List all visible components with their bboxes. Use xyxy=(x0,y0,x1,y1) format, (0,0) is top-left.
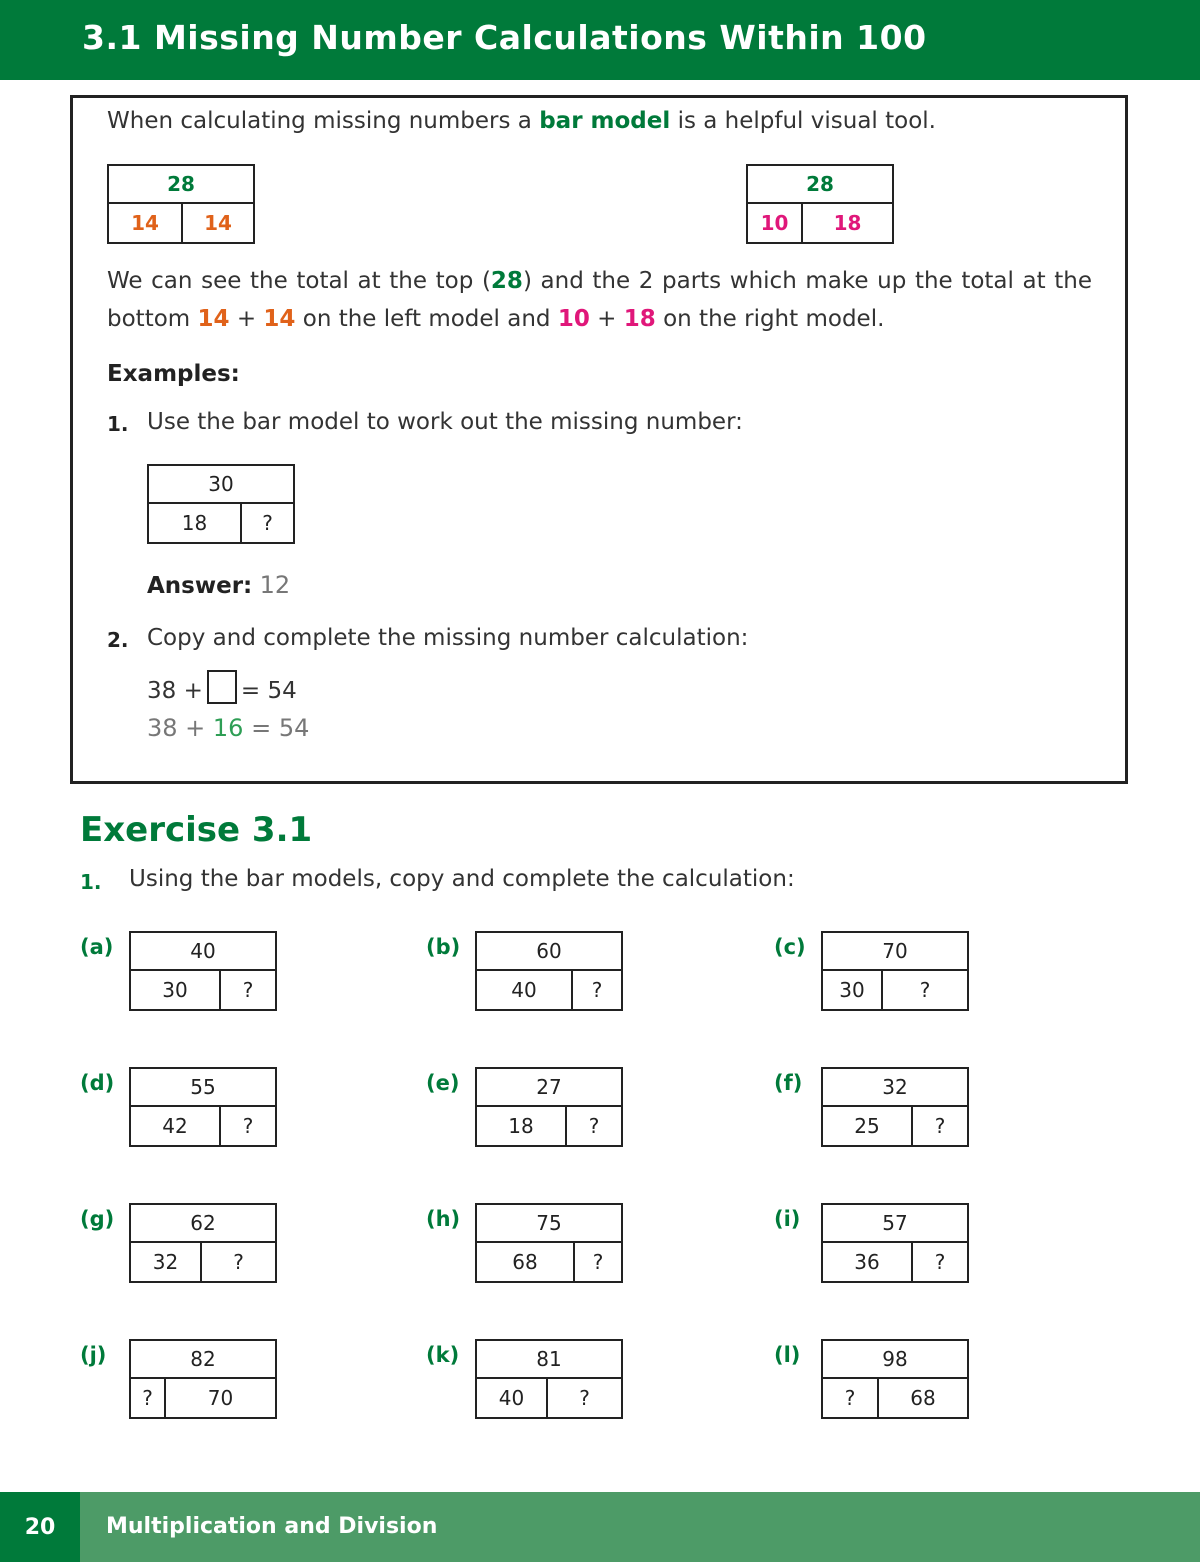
bar-part-left: 30 xyxy=(821,969,883,1011)
example-2-equation: 38 + = 54 xyxy=(147,670,297,704)
exercise-item-label: (a) xyxy=(80,935,114,959)
exercise-q1-number: 1. xyxy=(80,870,102,894)
bar-part-right: ? xyxy=(240,502,295,544)
bar-total: 30 xyxy=(147,464,295,504)
exercise-item-label: (h) xyxy=(426,1207,461,1231)
page-header xyxy=(0,0,1200,80)
example-1-number: 1. xyxy=(107,412,129,436)
bar-part-right: ? xyxy=(200,1241,277,1283)
bar-part-right: 68 xyxy=(877,1377,969,1419)
bar-total: 57 xyxy=(821,1203,969,1243)
hint-bar-model-right xyxy=(746,164,894,244)
exercise-title: Exercise 3.1 xyxy=(80,810,313,850)
bar-part-right: 18 xyxy=(801,202,894,244)
exercise-bar-model xyxy=(475,1203,623,1283)
exercise-bar-model xyxy=(475,1067,623,1147)
exercise-item-label: (c) xyxy=(774,935,806,959)
bar-part-left: 14 xyxy=(107,202,183,244)
exercise-bar-model xyxy=(475,931,623,1011)
bar-total: 75 xyxy=(475,1203,623,1243)
example-1-text: Use the bar model to work out the missing number: xyxy=(147,409,743,435)
bar-part-left: ? xyxy=(821,1377,879,1419)
answer-value: 12 xyxy=(259,571,291,599)
bar-part-left: 18 xyxy=(147,502,242,544)
exercise-item-label: (e) xyxy=(426,1071,460,1095)
bar-part-right: ? xyxy=(881,969,969,1011)
example-2-number: 2. xyxy=(107,628,129,652)
bar-part-left: 68 xyxy=(475,1241,575,1283)
bar-total: 28 xyxy=(107,164,255,204)
exercise-bar-model xyxy=(129,1339,277,1419)
bar-part-left: 40 xyxy=(475,1377,548,1419)
bar-part-left: 25 xyxy=(821,1105,913,1147)
exercise-item-label: (d) xyxy=(80,1071,115,1095)
bar-total: 55 xyxy=(129,1067,277,1107)
bar-part-right: ? xyxy=(219,969,277,1011)
bar-part-right: ? xyxy=(573,1241,623,1283)
exercise-item-label: (f) xyxy=(774,1071,803,1095)
exercise-bar-model xyxy=(129,1067,277,1147)
bar-model-highlight: bar model xyxy=(539,108,671,134)
exercise-item-label: (j) xyxy=(80,1343,107,1367)
bar-total: 62 xyxy=(129,1203,277,1243)
bar-part-left: 18 xyxy=(475,1105,567,1147)
exercise-item-label: (i) xyxy=(774,1207,801,1231)
bar-part-right: ? xyxy=(911,1241,969,1283)
bar-total: 70 xyxy=(821,931,969,971)
bar-part-right: ? xyxy=(571,969,623,1011)
example-1-answer: Answer: 12 xyxy=(147,571,291,599)
footer-bar xyxy=(80,1492,1200,1562)
exercise-bar-model xyxy=(821,931,969,1011)
bar-part-left: 30 xyxy=(129,969,221,1011)
bar-part-left: 10 xyxy=(746,202,803,244)
bar-total: 81 xyxy=(475,1339,623,1379)
intro-text: When calculating missing numbers a bar model is a helpful visual tool. xyxy=(107,108,936,134)
bar-total: 27 xyxy=(475,1067,623,1107)
hint-bar-model-left xyxy=(107,164,255,244)
bar-part-right: 70 xyxy=(164,1377,277,1419)
examples-heading: Examples: xyxy=(107,361,240,387)
explanation-line-1: We can see the total at the top (28) and the 2 parts which make up the total at the xyxy=(107,268,1092,294)
bar-part-right: ? xyxy=(911,1105,969,1147)
exercise-item-label: (g) xyxy=(80,1207,115,1231)
exercise-item-label: (k) xyxy=(426,1343,460,1367)
bar-total: 40 xyxy=(129,931,277,971)
example-2-text: Copy and complete the missing number calculation: xyxy=(147,625,749,651)
bar-part-left: 40 xyxy=(475,969,573,1011)
exercise-bar-model xyxy=(475,1339,623,1419)
footer-section-title: Multiplication and Division xyxy=(106,1514,438,1539)
exercise-bar-model xyxy=(129,931,277,1011)
page-number: 20 xyxy=(0,1492,80,1562)
explanation-line-2: bottom 14 + 14 on the left model and 10 + 18 on the right model. xyxy=(107,306,885,332)
example-2-solution: 38 + 16 = 54 xyxy=(147,714,310,742)
bar-part-right: ? xyxy=(565,1105,623,1147)
exercise-bar-model xyxy=(129,1203,277,1283)
bar-part-left: ? xyxy=(129,1377,166,1419)
bar-part-left: 32 xyxy=(129,1241,202,1283)
bar-part-left: 36 xyxy=(821,1241,913,1283)
bar-total: 82 xyxy=(129,1339,277,1379)
bar-total: 28 xyxy=(746,164,894,204)
page-title: 3.1 Missing Number Calculations Within 100 xyxy=(82,18,927,57)
bar-total: 98 xyxy=(821,1339,969,1379)
exercise-bar-model xyxy=(821,1203,969,1283)
bar-total: 60 xyxy=(475,931,623,971)
bar-part-right: ? xyxy=(546,1377,623,1419)
exercise-bar-model xyxy=(821,1067,969,1147)
exercise-q1-text: Using the bar models, copy and complete the calculation: xyxy=(129,866,795,892)
bar-part-right: 14 xyxy=(181,202,255,244)
missing-number-box xyxy=(207,670,237,704)
bar-part-right: ? xyxy=(219,1105,277,1147)
exercise-bar-model xyxy=(821,1339,969,1419)
exercise-item-label: (b) xyxy=(426,935,461,959)
exercise-item-label: (l) xyxy=(774,1343,801,1367)
example-1-bar-model xyxy=(147,464,295,544)
bar-total: 32 xyxy=(821,1067,969,1107)
bar-part-left: 42 xyxy=(129,1105,221,1147)
